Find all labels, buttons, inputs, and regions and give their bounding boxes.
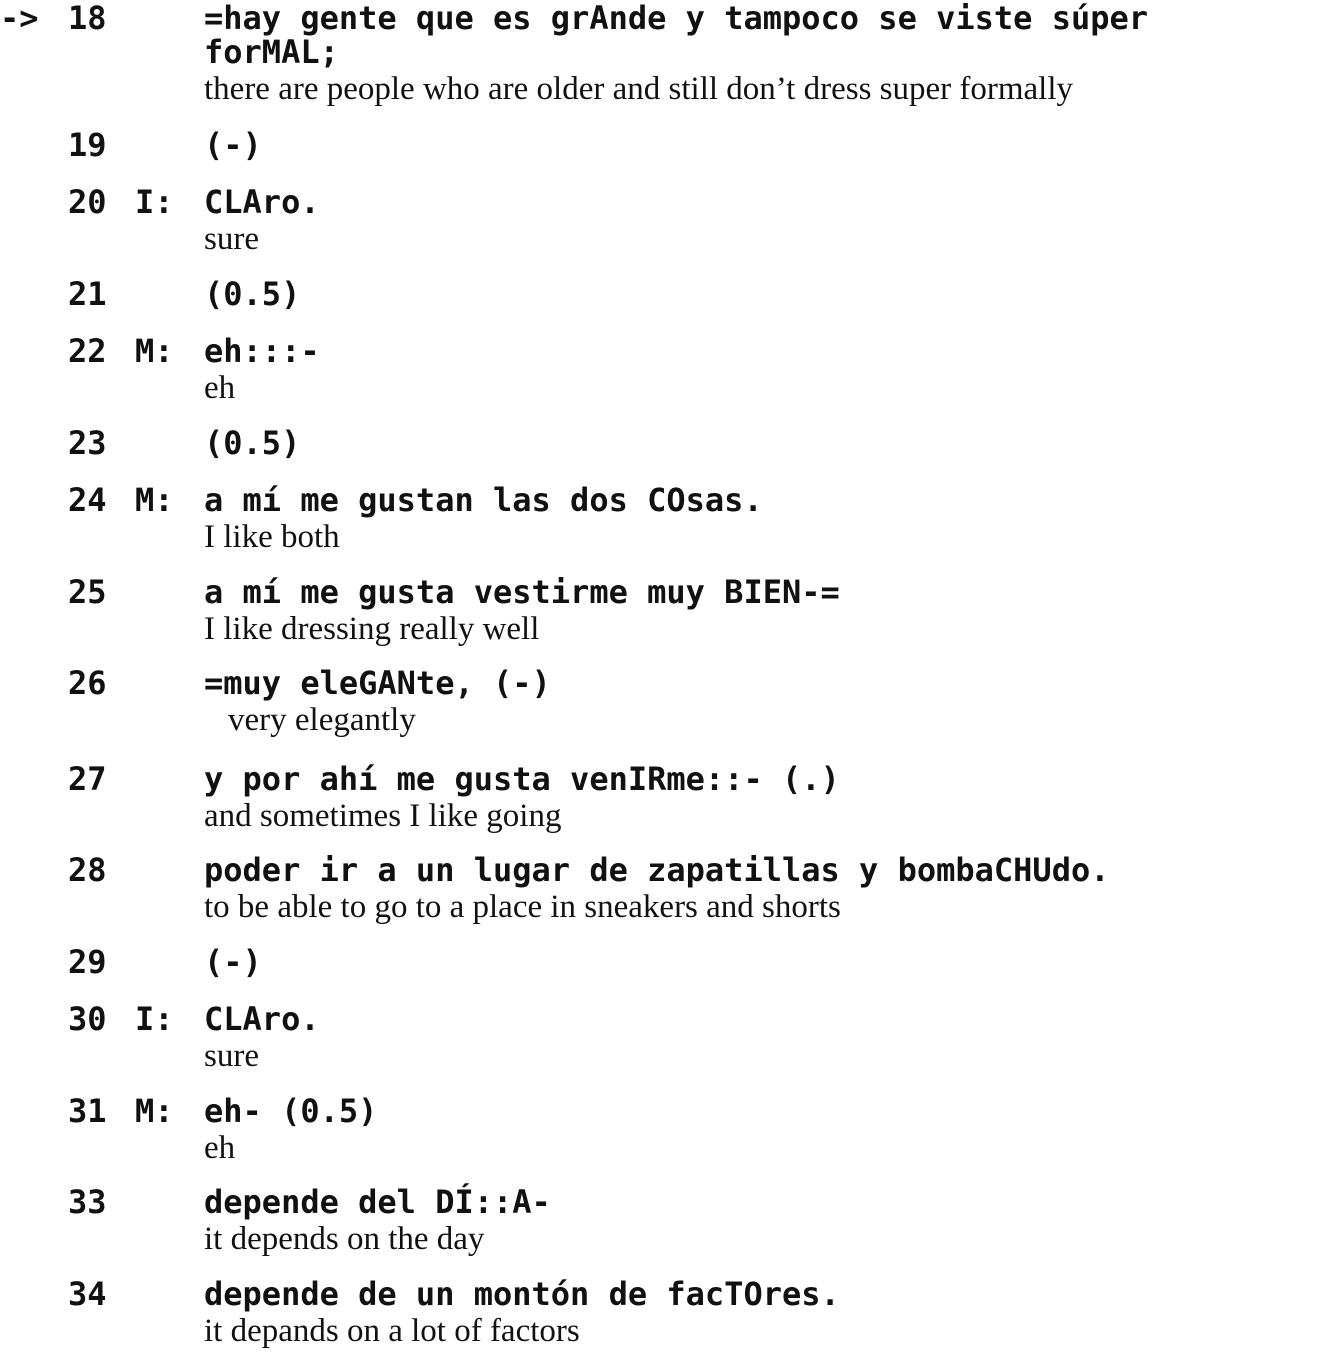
- line-number: 31: [68, 1092, 107, 1130]
- original-utterance: depende de un montón de facTOres.: [204, 1275, 840, 1313]
- speaker-label: M:: [135, 1092, 174, 1130]
- original-utterance-continuation: forMAL;: [204, 33, 339, 71]
- english-gloss: eh: [204, 370, 236, 406]
- original-utterance: depende del DÍ::A-: [204, 1183, 551, 1221]
- english-gloss: I like both: [204, 519, 340, 555]
- speaker-label: I:: [135, 1000, 174, 1038]
- english-gloss: I like dressing really well: [204, 611, 540, 647]
- english-gloss: very elegantly: [228, 702, 416, 738]
- english-gloss: and sometimes I like going: [204, 798, 562, 834]
- speaker-label: I:: [135, 183, 174, 221]
- english-gloss: to be able to go to a place in sneakers and shorts: [204, 889, 841, 925]
- line-number: 30: [68, 1000, 107, 1038]
- pause-notation: (-): [204, 943, 262, 981]
- original-utterance: poder ir a un lugar de zapatillas y bombaCHUdo.: [204, 851, 1110, 889]
- original-utterance: a mí me gusta vestirme muy BIEN-=: [204, 573, 840, 611]
- line-number: 33: [68, 1183, 107, 1221]
- line-number: 19: [68, 126, 107, 164]
- original-utterance: y por ahí me gusta venIRme::- (.): [204, 760, 840, 798]
- original-utterance: eh:::-: [204, 332, 320, 370]
- line-number: 25: [68, 573, 107, 611]
- english-gloss: eh: [204, 1130, 236, 1166]
- line-number: 29: [68, 943, 107, 981]
- speaker-label: M:: [135, 481, 174, 519]
- pause-notation: (-): [204, 126, 262, 164]
- original-utterance: CLAro.: [204, 183, 320, 221]
- original-utterance: a mí me gustan las dos COsas.: [204, 481, 763, 519]
- line-number: 24: [68, 481, 107, 519]
- original-utterance: =muy eleGANte, (-): [204, 664, 551, 702]
- line-number: 20: [68, 183, 107, 221]
- line-number: 21: [68, 275, 107, 313]
- line-number: 23: [68, 424, 107, 462]
- original-utterance: =hay gente que es grAnde y tampoco se viste súper: [204, 0, 1149, 37]
- speaker-label: M:: [135, 332, 174, 370]
- english-gloss: it depands on a lot of factors: [204, 1313, 580, 1349]
- original-utterance: CLAro.: [204, 1000, 320, 1038]
- english-gloss: there are people who are older and still don’t dress super formally: [204, 71, 1074, 107]
- line-number: 28: [68, 851, 107, 889]
- english-gloss: it depends on the day: [204, 1221, 485, 1257]
- original-utterance: eh- (0.5): [204, 1092, 378, 1130]
- pause-notation: (0.5): [204, 275, 301, 313]
- focus-arrow: ->: [0, 0, 39, 37]
- line-number: 18: [68, 0, 107, 37]
- line-number: 22: [68, 332, 107, 370]
- pause-notation: (0.5): [204, 424, 301, 462]
- english-gloss: sure: [204, 221, 259, 257]
- line-number: 26: [68, 664, 107, 702]
- english-gloss: sure: [204, 1038, 259, 1074]
- line-number: 27: [68, 760, 107, 798]
- line-number: 34: [68, 1275, 107, 1313]
